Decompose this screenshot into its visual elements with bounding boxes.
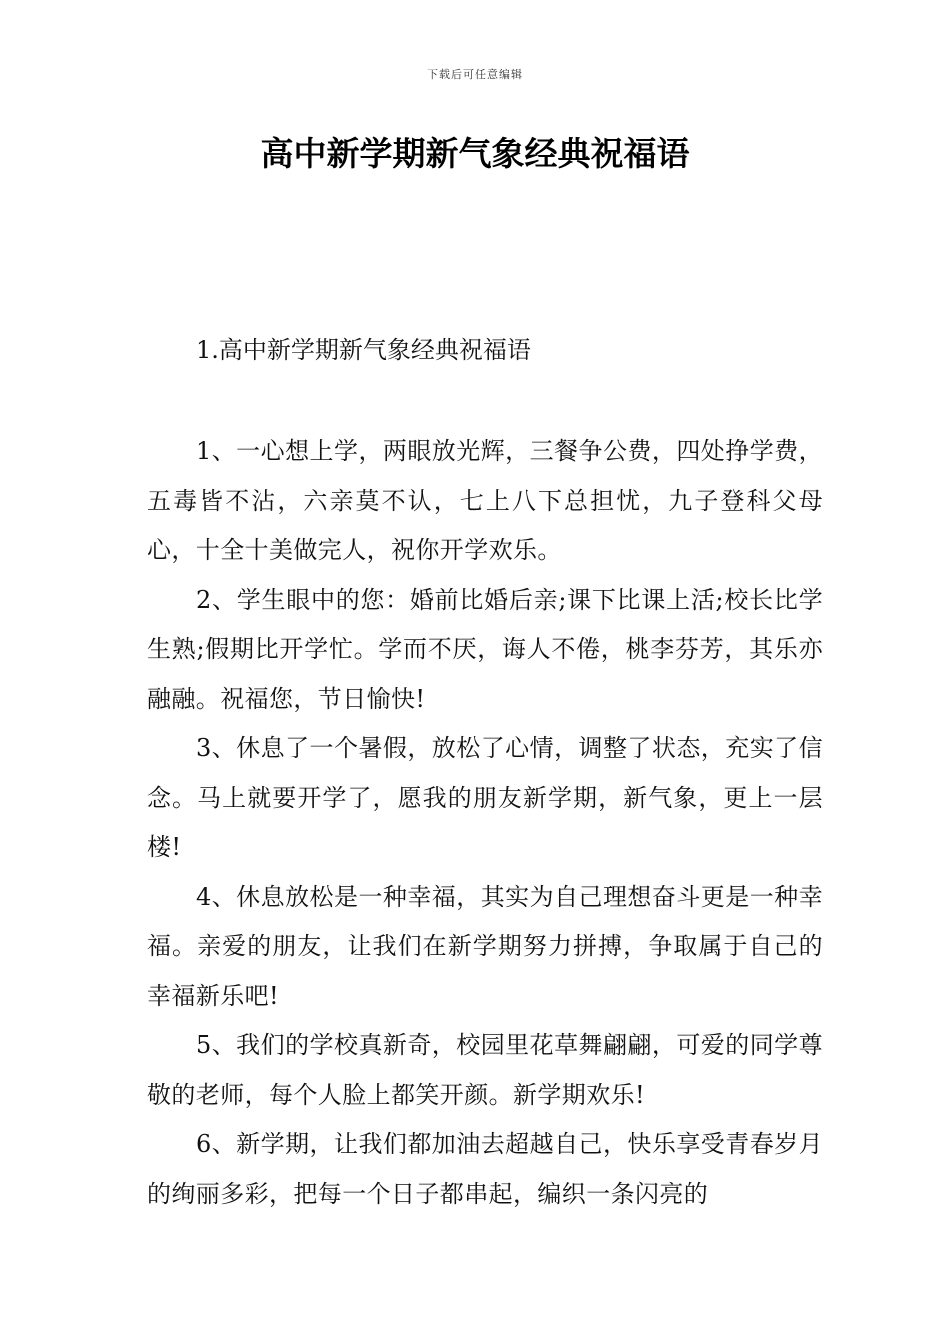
paragraph-4: 4、休息放松是一种幸福，其实为自己理想奋斗更是一种幸福。亲爱的朋友，让我们在新学期努力拼搏，争取属于自己的幸福新乐吧! xyxy=(147,882,823,1010)
document-title: 高中新学期新气象经典祝福语 xyxy=(260,134,690,173)
content-body xyxy=(147,427,823,1219)
paragraph-1: 1、一心想上学，两眼放光辉，三餐争公费，四处挣学费，五毒皆不沾，六亲莫不认，七上八下总担忧，九子登科父母心，十全十美做完人，祝你开学欢乐。 xyxy=(147,437,823,564)
paragraph-5: 5、我们的学校真新奇，校园里花草舞翩翩，可爱的同学尊敬的老师，每个人脸上都笑开颜。新学期欢乐! xyxy=(147,1031,823,1109)
section-heading: 1.高中新学期新气象经典祝福语 xyxy=(196,336,531,364)
paragraph-3: 3、休息了一个暑假，放松了心情，调整了状态，充实了信念。马上就要开学了，愿我的朋友新学期，新气象，更上一层楼! xyxy=(147,734,823,861)
paragraph-2: 2、学生眼中的您：婚前比婚后亲;课下比课上活;校长比学生熟;假期比开学忙。学而不厌，诲人不倦，桃李芬芳，其乐亦融融。祝福您，节日愉快! xyxy=(147,585,823,713)
paragraph-6: 6、新学期，让我们都加油去超越自己，快乐享受青春岁月的绚丽多彩，把每一个日子都串起，编织一条闪亮的 xyxy=(147,1130,823,1208)
header-note: 下载后可任意编辑 xyxy=(427,68,523,81)
